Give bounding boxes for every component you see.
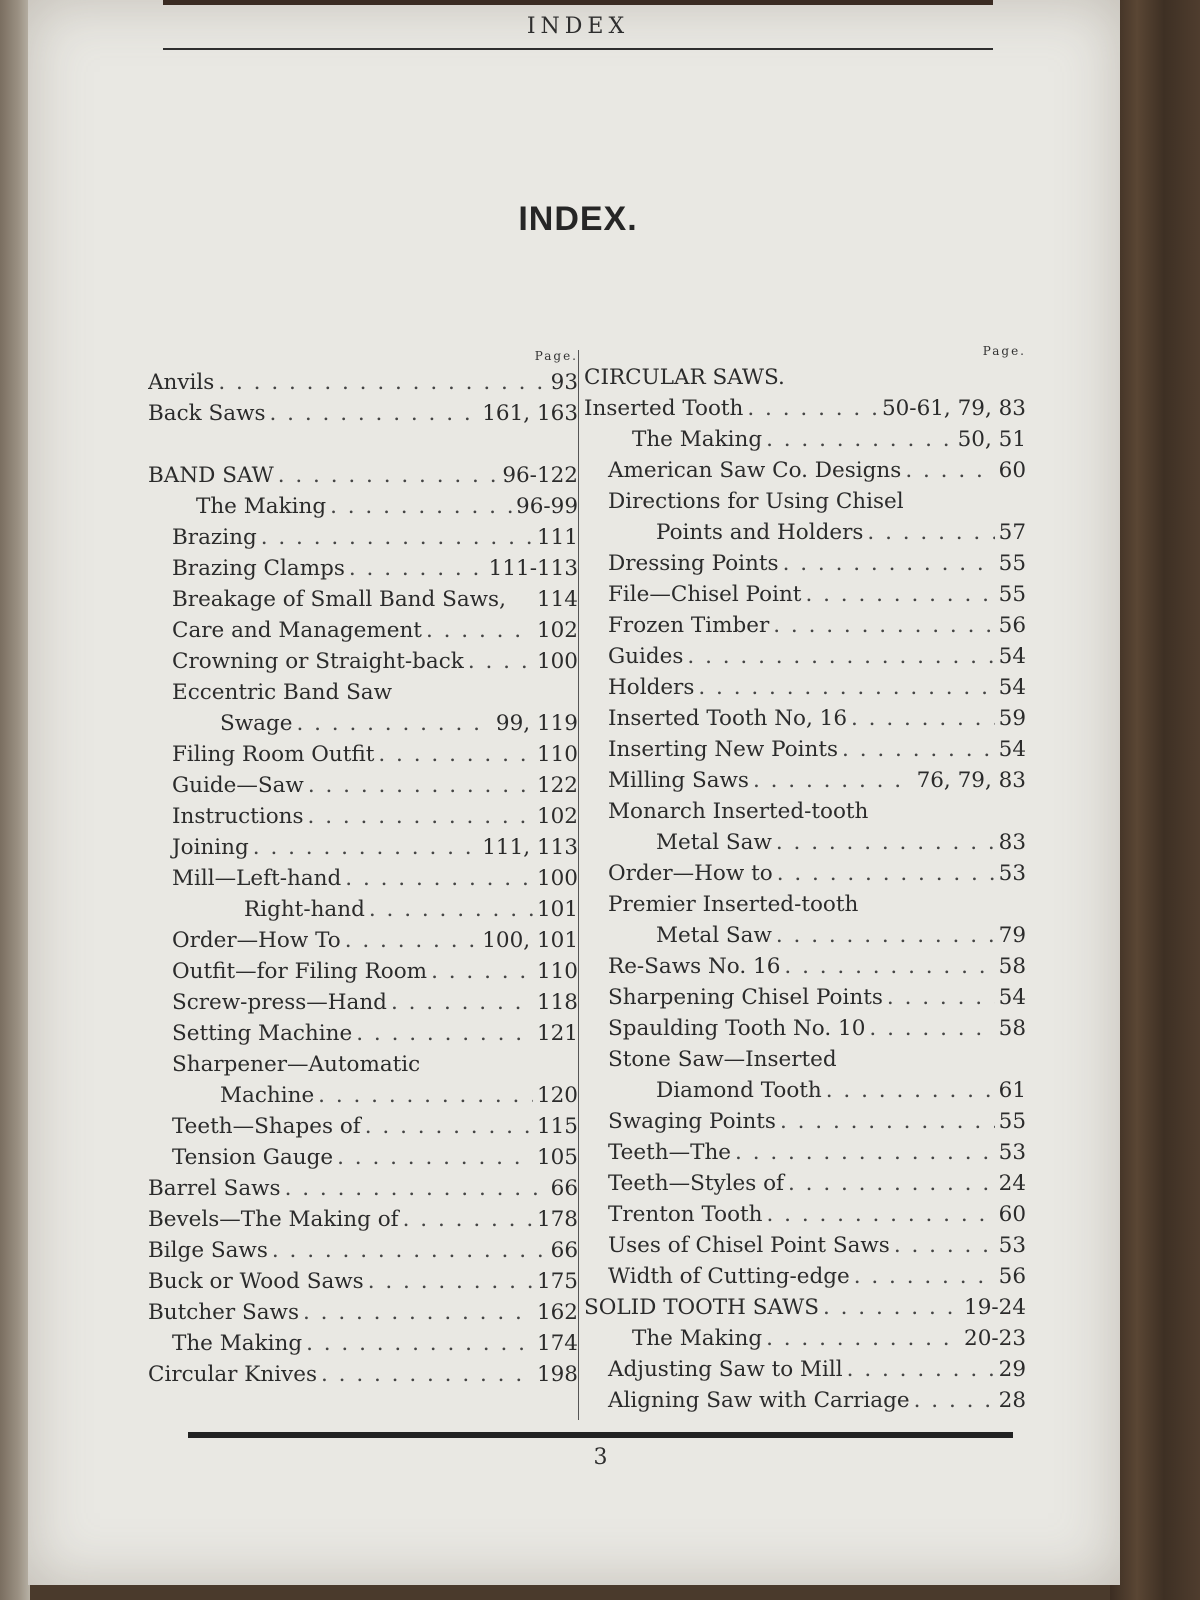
dot-leader [823,1292,960,1323]
dot-leader [869,1013,994,1044]
index-entry [148,1328,578,1359]
index-entry-term: Joining [172,835,249,860]
index-entry-term: Milling Saws [608,768,749,793]
index-entry-page: 110 [536,959,578,984]
index-entry [148,646,578,677]
index-entry [148,832,578,863]
page-column-label: Page. [982,344,1026,358]
dot-leader [318,1080,533,1111]
index-entry-page: 161, 163 [482,401,578,426]
index-entry [148,553,578,584]
dot-leader [431,956,533,987]
dot-leader [330,491,512,522]
index-entry-page: 122 [536,773,578,798]
index-entry-page: 55 [998,582,1026,607]
index-entry [584,393,1026,424]
running-head: INDEX [526,14,630,39]
index-entry-page: 115 [536,1114,578,1139]
index-entry-term: Dressing Points [608,551,779,576]
index-entry-page: 110 [536,742,578,767]
dot-leader [308,770,533,801]
footer-rule [188,1432,1013,1438]
index-entry-page: 55 [998,1109,1026,1134]
dot-leader [468,646,533,677]
index-entry [584,1354,1026,1385]
dot-leader [851,703,995,734]
index-entry-page: 102 [536,804,578,829]
index-entry [148,460,578,491]
dot-leader [349,553,485,584]
dot-leader [747,393,878,424]
index-entry-term: Width of Cutting-edge [608,1264,850,1289]
index-entry [584,517,1026,548]
index-entry-term: Outfit—for Filing Room [172,959,428,984]
index-entry [148,987,578,1018]
index-entry-term: Eccentric Band Saw [172,680,393,705]
index-entry [584,1323,1026,1354]
dot-leader [296,708,491,739]
index-entry-term: Aligning Saw with Carriage [608,1388,910,1413]
index-entry-term: Stone Saw—Inserted [608,1047,837,1072]
index-entry-term: The Making [196,494,327,519]
index-entry-page: 59 [998,706,1026,731]
index-entry [584,1385,1026,1416]
index-entry-page: 19-24 [964,1295,1026,1320]
dot-leader [776,920,995,951]
index-entry [148,1359,578,1390]
index-entry-term: Premier Inserted-tooth [608,892,859,917]
index-entry-term: Care and Management [172,618,422,643]
index-entry-term: Uses of Chisel Point Saws [608,1233,890,1258]
index-entry-term: Instructions [172,804,304,829]
dot-leader [780,1106,995,1137]
index-entry-page: 111, 113 [482,835,578,860]
index-entry-page: 53 [998,1140,1026,1165]
column-divider [578,350,579,1420]
index-entry [148,863,578,894]
index-entry-page: 121 [536,1021,578,1046]
index-entry [148,1297,578,1328]
index-entry-term: Frozen Timber [608,613,770,638]
index-entry-page: 96-122 [502,463,578,488]
index-entry [584,1013,1026,1044]
index-entry-term: CIRCULAR SAWS. [584,365,785,390]
index-entry [148,491,578,522]
index-entry-term: Adjusting Saw to Mill [608,1357,843,1382]
dot-leader [766,424,954,455]
dot-leader [218,367,546,398]
index-entry [148,801,578,832]
index-entry-term: Machine [220,1083,315,1108]
index-entry [584,486,1026,517]
book-page [28,0,1120,1585]
index-entry-page: 29 [998,1357,1026,1382]
index-entry [148,1018,578,1049]
dot-leader [766,1323,960,1354]
wood-background [1110,0,1200,1600]
index-entry-page: 100 [536,649,578,674]
dot-leader [867,517,994,548]
top-rule [163,0,993,5]
index-entry-term: Brazing Clamps [172,556,345,581]
index-entry [148,894,578,925]
index-entry-term: Inserted Tooth No, 16 [608,706,847,731]
index-entry-term: Bevels—The Making of [148,1207,399,1232]
index-entry-term: Tension Gauge [172,1145,334,1170]
index-entry-term: Anvils [148,370,215,395]
index-entry-term: Circular Knives [148,1362,317,1387]
index-entry-term: Metal Saw [656,830,772,855]
index-entry [584,1199,1026,1230]
dot-leader [345,925,479,956]
index-entry [584,858,1026,889]
index-entry-page: 114 [536,587,578,612]
index-entry-page: 118 [536,990,578,1015]
index-entry-term: Filing Room Outfit [172,742,375,767]
index-entry-page: 56 [998,613,1026,638]
dot-leader [905,455,994,486]
index-entry-term: Mill—Left-hand [172,866,342,891]
dot-leader [914,1385,995,1416]
index-entry-term: File—Chisel Point [608,582,802,607]
index-entry-page: 99, 119 [495,711,578,736]
index-entry-page: 28 [998,1388,1026,1413]
index-entry-term: Breakage of Small Band Saws, [172,587,506,612]
index-entry [148,367,578,398]
dot-leader [826,1075,995,1106]
index-entry-term: Diamond Tooth [656,1078,822,1103]
dot-leader [776,827,995,858]
dot-leader [365,1111,533,1142]
index-entry-page: 61 [998,1078,1026,1103]
index-entry-term: Teeth—The [608,1140,732,1165]
index-entry-term: The Making [172,1331,303,1356]
index-entry [584,610,1026,641]
dot-leader [306,1328,533,1359]
index-entry-term: The Making [632,1326,763,1351]
index-entry-page: 79 [998,923,1026,948]
index-entry-page: 100, 101 [482,928,578,953]
index-entry [148,925,578,956]
index-entry-page: 76, 79, 83 [916,768,1026,793]
index-entry-page: 54 [998,644,1026,669]
dot-leader [698,672,994,703]
page-title: INDEX. [518,200,638,238]
index-entry [148,677,578,708]
index-entry-term: Swage [220,711,293,736]
index-entry-page: 66 [550,1176,578,1201]
index-entry [584,765,1026,796]
dot-leader [272,1235,547,1266]
dot-leader [784,951,994,982]
index-entry-page: 50-61, 79, 83 [881,396,1026,421]
index-entry-term: Sharpening Chisel Points [608,985,883,1010]
index-entry-page: 100 [536,866,578,891]
index-entry-term: Screw-press—Hand [172,990,387,1015]
index-entry-page: 58 [998,954,1026,979]
index-entry [148,615,578,646]
dot-leader [368,1266,533,1297]
index-entry [148,1111,578,1142]
index-entry-page: 101 [536,897,578,922]
dot-leader [285,1173,547,1204]
index-entry-page: 53 [998,861,1026,886]
dot-leader [270,398,479,429]
index-entry-page: 178 [536,1207,578,1232]
dot-leader [854,1261,995,1292]
index-entry-page: 111 [536,525,578,550]
index-entry-page: 120 [536,1083,578,1108]
index-entry-term: Metal Saw [656,923,772,948]
index-entry-term: Swaging Points [608,1109,776,1134]
index-entry [148,429,578,460]
index-entry-term: Barrel Saws [148,1176,281,1201]
index-entry-term: Buck or Wood Saws [148,1269,364,1294]
index-entry-term: Teeth—Styles of [608,1171,784,1196]
index-entry-term: Butcher Saws [148,1300,299,1325]
index-entry [584,362,1026,393]
dot-leader [337,1142,533,1173]
index-entry [148,1080,578,1111]
index-entry-term: Points and Holders [656,520,864,545]
index-entry-term: Setting Machine [172,1021,353,1046]
index-entry-page: 50, 51 [957,427,1026,452]
index-entry [584,1075,1026,1106]
index-entry-page: 96-99 [516,494,578,519]
index-column-left [148,345,578,1390]
index-entry-term: Guides [608,644,684,669]
index-entry [584,1168,1026,1199]
index-entry [584,827,1026,858]
dot-leader [687,641,994,672]
index-entry [148,398,578,429]
index-entry-page: 55 [998,551,1026,576]
index-entry [584,1044,1026,1075]
dot-leader [261,522,533,553]
index-entry-page: 83 [998,830,1026,855]
index-entry [584,424,1026,455]
index-entry-term: BAND SAW [148,463,274,488]
index-entry [148,739,578,770]
dot-leader [308,801,533,832]
index-entry [584,579,1026,610]
index-entry-term: Teeth—Shapes of [172,1114,361,1139]
index-entry-term: Spaulding Tooth No. 10 [608,1016,866,1041]
dot-leader [805,579,994,610]
index-entry [584,703,1026,734]
dot-leader [369,894,533,925]
dot-leader [788,1168,995,1199]
dot-leader [842,734,995,765]
index-entry-list [584,362,1026,1416]
index-entry [148,1049,578,1080]
index-entry-page: 54 [998,985,1026,1010]
index-entry-page: 60 [998,1202,1026,1227]
index-entry-term: Inserting New Points [608,737,839,762]
book-spine-edge [0,0,30,1600]
index-entry-page: 66 [550,1238,578,1263]
index-entry-page: 105 [536,1145,578,1170]
index-entry-term: SOLID TOOTH SAWS [584,1295,819,1320]
dot-leader [278,460,499,491]
dot-leader [847,1354,995,1385]
index-entry-term: Monarch Inserted-tooth [608,799,869,824]
index-entry-term: The Making [632,427,763,452]
index-entry [584,641,1026,672]
index-entry-term: Back Saws [148,401,266,426]
index-entry-term: Right-hand [244,897,365,922]
index-entry-page: 93 [550,370,578,395]
index-column-right [584,340,1026,1416]
dot-leader [767,1199,995,1230]
dot-leader [777,858,995,889]
index-entry-term: Order—How To [172,928,341,953]
index-entry-page: 162 [536,1300,578,1325]
index-entry [584,889,1026,920]
index-entry [148,770,578,801]
dot-leader [403,1204,533,1235]
index-entry-term: Trenton Tooth [608,1202,763,1227]
index-entry [148,584,578,615]
index-entry [148,1142,578,1173]
index-entry-page: 198 [536,1362,578,1387]
index-entry-page: 57 [998,520,1026,545]
index-entry [584,1292,1026,1323]
index-entry [584,1230,1026,1261]
index-entry-term: Inserted Tooth [584,396,744,421]
dot-leader [253,832,478,863]
index-entry [584,982,1026,1013]
dot-leader [735,1137,995,1168]
dot-leader [303,1297,533,1328]
index-entry [148,1235,578,1266]
index-entry-term: Guide—Saw [172,773,304,798]
index-entry [584,951,1026,982]
index-entry [584,920,1026,951]
index-entry-term: American Saw Co. Designs [608,458,902,483]
index-entry-page: 111-113 [488,556,578,581]
index-entry [148,1266,578,1297]
index-entry [584,1106,1026,1137]
dot-leader [391,987,533,1018]
header-rule [163,48,993,50]
dot-leader [887,982,995,1013]
index-entry [584,1261,1026,1292]
dot-leader [753,765,913,796]
index-entry [584,548,1026,579]
dot-leader [773,610,994,641]
index-entry-term: Holders [608,675,695,700]
dot-leader [894,1230,995,1261]
index-entry [148,956,578,987]
index-entry-term: Crowning or Straight-back [172,649,464,674]
index-entry [148,708,578,739]
index-entry-term: Brazing [172,525,257,550]
dot-leader [378,739,533,770]
index-entry-term: Re-Saws No. 16 [608,954,781,979]
index-entry [584,672,1026,703]
page-number: 3 [593,1445,608,1470]
index-entry-term: Order—How to [608,861,773,886]
index-entry-page: 54 [998,675,1026,700]
page-column-label: Page. [534,349,578,363]
index-entry-term: Bilge Saws [148,1238,268,1263]
index-entry-term: Directions for Using Chisel [608,489,904,514]
index-entry-page: 174 [536,1331,578,1356]
index-entry [148,1204,578,1235]
index-entry-page: 24 [998,1171,1026,1196]
index-entry-page: 56 [998,1264,1026,1289]
index-entry [584,1137,1026,1168]
index-entry-page: 53 [998,1233,1026,1258]
index-entry [584,734,1026,765]
dot-leader [345,863,533,894]
index-entry-term: Sharpener—Automatic [172,1052,421,1077]
index-entry-page: 54 [998,737,1026,762]
index-entry-page: 20-23 [964,1326,1026,1351]
index-entry-page: 60 [998,458,1026,483]
index-entry [148,1173,578,1204]
index-entry-page: 175 [536,1269,578,1294]
index-entry [148,522,578,553]
index-entry-list [148,367,578,1390]
dot-leader [356,1018,533,1049]
index-entry [584,796,1026,827]
dot-leader [783,548,995,579]
index-entry-page: 102 [536,618,578,643]
dot-leader [321,1359,533,1390]
index-entry-page: 58 [998,1016,1026,1041]
dot-leader [426,615,533,646]
index-entry [584,455,1026,486]
